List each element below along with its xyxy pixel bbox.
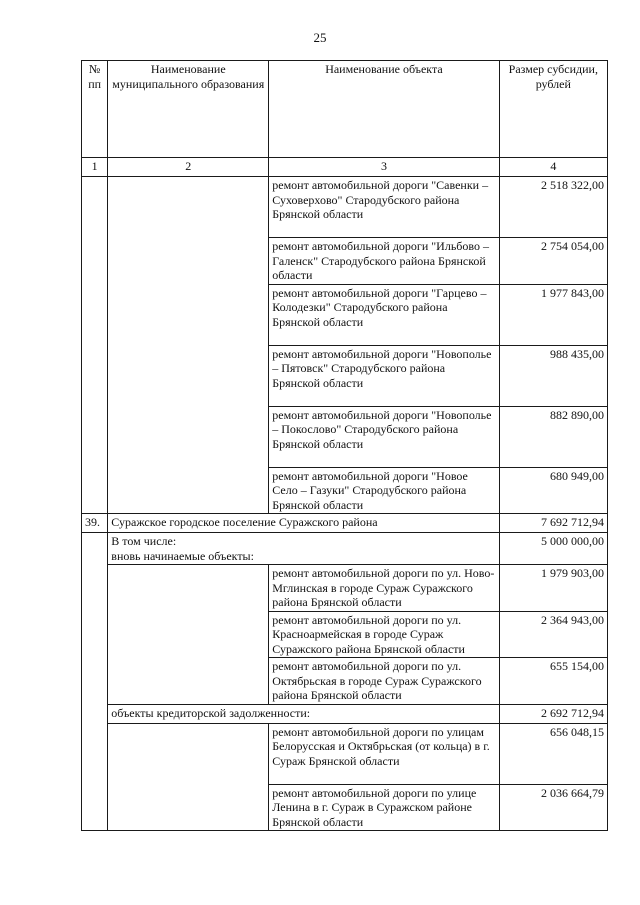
object-name: ремонт автомобильной дороги "Новополье – Покослово" Стародубского района Брянской области <box>269 406 499 467</box>
object-name: ремонт автомобильной дороги по улицам Белорусская и Октябрьская (от кольца) в г. Сураж Брянской области <box>269 723 499 784</box>
new-objects-amount: 5 000 000,00 <box>499 533 607 565</box>
municipality-cell-empty <box>108 177 269 514</box>
header-subsidy: Размер субсидии, рублей <box>499 61 607 158</box>
table-header-row <box>82 61 608 158</box>
including-label <box>108 533 499 565</box>
object-amount: 2 036 664,79 <box>499 784 607 831</box>
municipality-cell-empty <box>108 723 269 831</box>
subsidy-table <box>81 60 608 831</box>
object-name: ремонт автомобильной дороги "Савенки – Суховерхово" Стародубского района Брянской области <box>269 177 499 238</box>
object-amount: 2 754 054,00 <box>499 238 607 285</box>
object-amount: 2 518 322,00 <box>499 177 607 238</box>
table-row <box>82 704 608 723</box>
column-index: 4 <box>499 158 607 177</box>
object-amount: 655 154,00 <box>499 658 607 705</box>
object-amount: 2 364 943,00 <box>499 611 607 658</box>
object-name: ремонт автомобильной дороги "Гарцево – Колодезки" Стародубского района Брянской области <box>269 284 499 345</box>
num-cell-empty <box>82 177 108 514</box>
new-objects-label: вновь начинаемые объекты: <box>111 548 254 563</box>
header-municipality: Наименование муниципального образования <box>108 61 269 158</box>
object-name: ремонт автомобильной дороги по ул. Ново-Мглинская в городе Сураж Суражского района Брянской области <box>269 565 499 612</box>
object-amount: 1 977 843,00 <box>499 284 607 345</box>
municipality-cell-empty <box>108 565 269 705</box>
object-name: ремонт автомобильной дороги по ул. Красноармейская в городе Сураж Суражского района Брянской области <box>269 611 499 658</box>
object-name: ремонт автомобильной дороги "Ильбово – Галенск" Стародубского района Брянской области <box>269 238 499 285</box>
object-name: ремонт автомобильной дороги по ул. Октябрьская в городе Сураж Суражского района Брянской области <box>269 658 499 705</box>
object-amount: 988 435,00 <box>499 345 607 406</box>
num-cell-empty <box>82 533 108 831</box>
arrears-label: объекты кредиторской задолженности: <box>108 704 499 723</box>
column-index: 2 <box>108 158 269 177</box>
object-name: ремонт автомобильной дороги по улице Ленина в г. Сураж в Суражском районе Брянской области <box>269 784 499 831</box>
table-row <box>82 514 608 533</box>
object-name: ремонт автомобильной дороги "Новое Село – Газуки" Стародубского района Брянской области <box>269 467 499 514</box>
table-row <box>82 533 608 565</box>
column-index-row <box>82 158 608 177</box>
header-num: № пп <box>82 61 108 158</box>
entry-number: 39. <box>82 514 108 533</box>
header-object: Наименование объекта <box>269 61 499 158</box>
arrears-amount: 2 692 712,94 <box>499 704 607 723</box>
object-amount: 1 979 903,00 <box>499 565 607 612</box>
column-index: 3 <box>269 158 499 177</box>
municipality-amount: 7 692 712,94 <box>499 514 607 533</box>
table-row <box>82 723 608 784</box>
object-name: ремонт автомобильной дороги "Новополье – Пятовск" Стародубского района Брянской области <box>269 345 499 406</box>
municipality-name: Суражское городское поселение Суражского района <box>108 514 499 533</box>
object-amount: 882 890,00 <box>499 406 607 467</box>
object-amount: 656 048,15 <box>499 723 607 784</box>
table-row <box>82 177 608 238</box>
table-row <box>82 565 608 612</box>
page-number: 25 <box>313 30 327 45</box>
including-label-line: В том числе: <box>111 534 177 548</box>
object-amount: 680 949,00 <box>499 467 607 514</box>
column-index: 1 <box>82 158 108 177</box>
